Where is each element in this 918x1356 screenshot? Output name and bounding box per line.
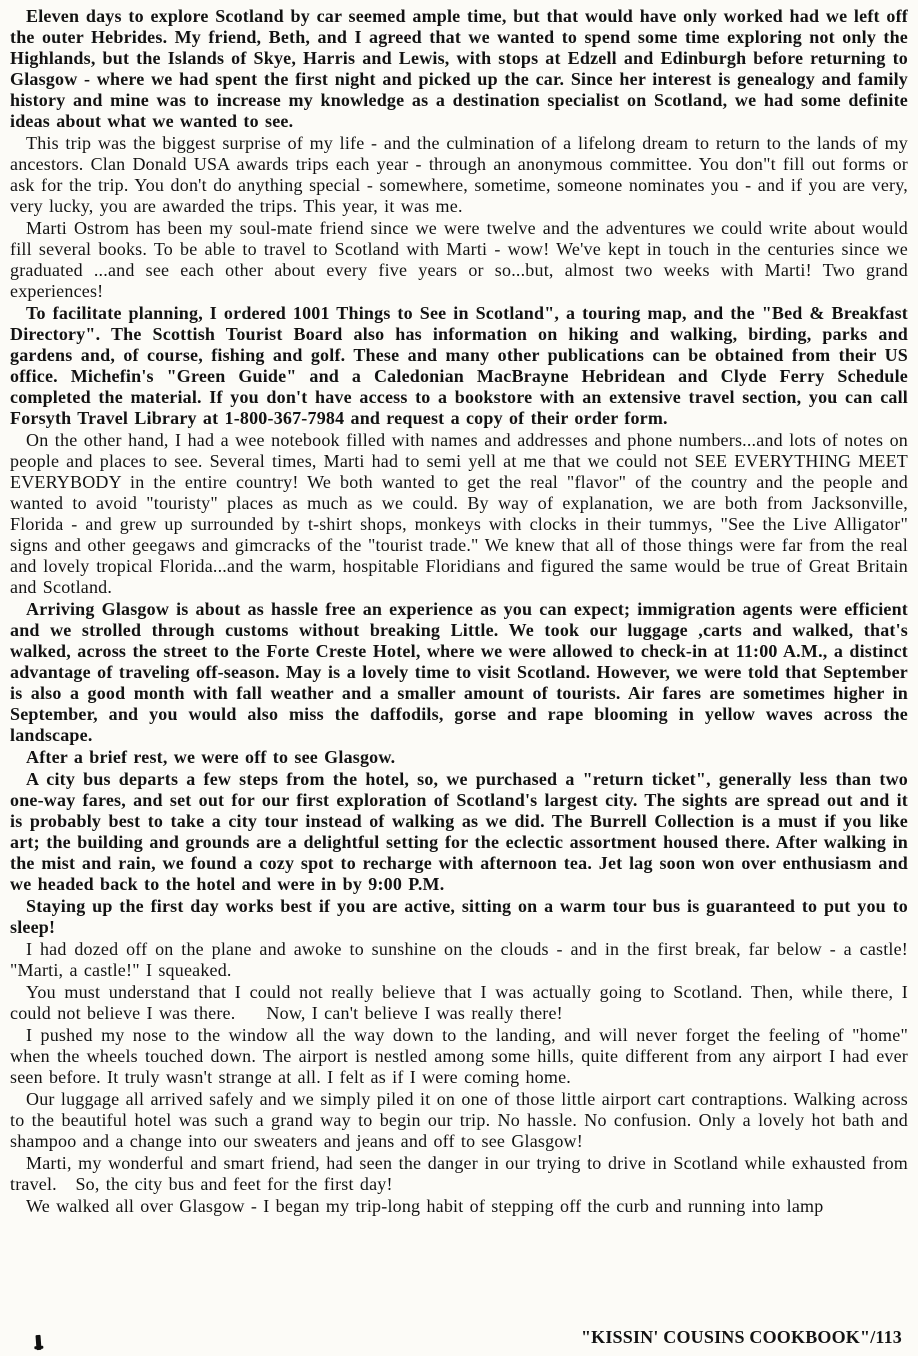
paragraph-3: Marti Ostrom has been my soul-mate friend since we were twelve and the adventures we could write about would fill several books. To be able to travel to Scotland with Marti - wow! We've kept in touch in the centuries since we graduated ...and see each other about every five years or so...but, almost two weeks with Marti! Two grand experiences! bbox=[10, 218, 908, 301]
paragraph-7: After a brief rest, we were off to see Glasgow. bbox=[26, 747, 396, 767]
paragraph-15: We walked all over Glasgow - I began my trip-long habit of stepping off the curb and running into lamp bbox=[26, 1196, 824, 1216]
footer-text: "KISSIN' COUSINS COOKBOOK"/113 bbox=[580, 1327, 902, 1347]
paragraph-9: Staying up the first day works best if you are active, sitting on a warm tour bus is guaranteed to put you to sleep! bbox=[10, 896, 908, 937]
ink-mark bbox=[35, 1335, 41, 1350]
paragraph-5: On the other hand, I had a wee notebook filled with names and addresses and phone numbers...and lots of notes on people and places to see. Several times, Marti had to semi yell at me that we could not SEE EVERYTHING MEET EVERYBODY in the entire country! We both wanted to get the real "flavor" of the country and the people and wanted to avoid "touristy" places as much as we could. By way of explanation, we are both from Jacksonville, Florida - and grew up surrounded by t-shirt shops, monkeys with clocks in their tummys, "See the Live Alligator" signs and other geegaws and gimcracks of the "tourist trade." We knew that all of those things were far from the real and lovely tropical Florida...and the warm, hospitable Floridians and figured the same would be true of Great Britain and Scotland. bbox=[10, 430, 908, 597]
paragraph-1: Eleven days to explore Scotland by car seemed ample time, but that would have only worked had we left off the outer Hebrides. My friend, Beth, and I agreed that we wanted to spend some time exploring not only the Highlands, but the Islands of Skye, Harris and Lewis, with stops at Edzell and Edinburgh before returning to Glasgow - where we had spent the first night and picked up the car. Since her interest is genealogy and family history and mine was to increase my knowledge as a destination specialist on Scotland, we had some definite ideas about what we wanted to see. bbox=[10, 6, 908, 131]
document-body bbox=[10, 6, 908, 1217]
paragraph-10: I had dozed off on the plane and awoke to sunshine on the clouds - and in the first break, far below - a castle! "Marti, a castle!" I squeaked. bbox=[10, 939, 908, 980]
paragraph-8: A city bus departs a few steps from the hotel, so, we purchased a "return ticket", generally less than two one-way fares, and set out for our first exploration of Scotland's largest city. The sights are spread out and it is probably best to take a city tour instead of walking as we did. The Burrell Collection is a must if you like art; the building and grounds are a delightful setting for the eclectic assortment housed there. After walking in the mist and rain, we found a cozy spot to recharge with afternoon tea. Jet lag soon won over enthusiasm and we headed back to the hotel and were in by 9:00 P.M. bbox=[10, 769, 908, 894]
paragraph-4: To facilitate planning, I ordered 1001 Things to See in Scotland", a touring map, and the "Bed & Breakfast Directory". The Scottish Tourist Board also has information on hiking and walking, birding, parks and gardens and, of course, fishing and golf. These and many other publications can be obtained from their US office. Michefin's "Green Guide" and a Caledonian MacBrayne Hebridean and Clyde Ferry Schedule completed the material. If you don't have access to a bookstore with an extensive travel section, you can call Forsyth Travel Library at 1-800-367-7984 and request a copy of their order form. bbox=[10, 303, 908, 428]
paragraph-6: Arriving Glasgow is about as hassle free an experience as you can expect; immigration agents were efficient and we strolled through customs without breaking Little. We took our luggage ,carts and walked, that's walked, across the street to the Forte Creste Hotel, where we were allowed to check-in at 11:00 A.M., a distinct advantage of traveling off-season. May is a lovely time to visit Scotland. However, we were told that September is also a good month with fall weather and a smaller amount of tourists. Air fares are sometimes higher in September, and you would also miss the daffodils, gorse and rape blooming in yellow waves across the landscape. bbox=[10, 599, 908, 745]
paragraph-13: Our luggage all arrived safely and we simply piled it on one of those little airport cart contraptions. Walking across to the beautiful hotel was such a grand way to begin our trip. No hassle. No confusion. Only a lovely hot bath and shampoo and a change into our sweaters and jeans and off to see Glasgow! bbox=[10, 1089, 908, 1151]
paragraph-11: You must understand that I could not really believe that I was actually going to Scotland. Then, while there, I could not believe I was there. Now, I can't believe I was really there! bbox=[10, 982, 908, 1023]
page-footer bbox=[581, 1327, 902, 1348]
paragraph-14: Marti, my wonderful and smart friend, had seen the danger in our trying to drive in Scotland while exhausted from travel. So, the city bus and feet for the first day! bbox=[10, 1153, 908, 1194]
paragraph-2: This trip was the biggest surprise of my life - and the culmination of a lifelong dream to return to the lands of my ancestors. Clan Donald USA awards trips each year - through an anonymous committee. You don"t fill out forms or ask for the trip. You don't do anything special - somewhere, sometime, someone nominates you - and if you are very, very lucky, you are awarded the trips. This year, it was me. bbox=[10, 133, 908, 216]
paragraph-12: I pushed my nose to the window all the way down to the landing, and will never forget the feeling of "home" when the wheels touched down. The airport is nestled among some hills, quite different from any airport I had ever seen before. It truly wasn't strange at all. I felt as if I were coming home. bbox=[10, 1025, 908, 1087]
